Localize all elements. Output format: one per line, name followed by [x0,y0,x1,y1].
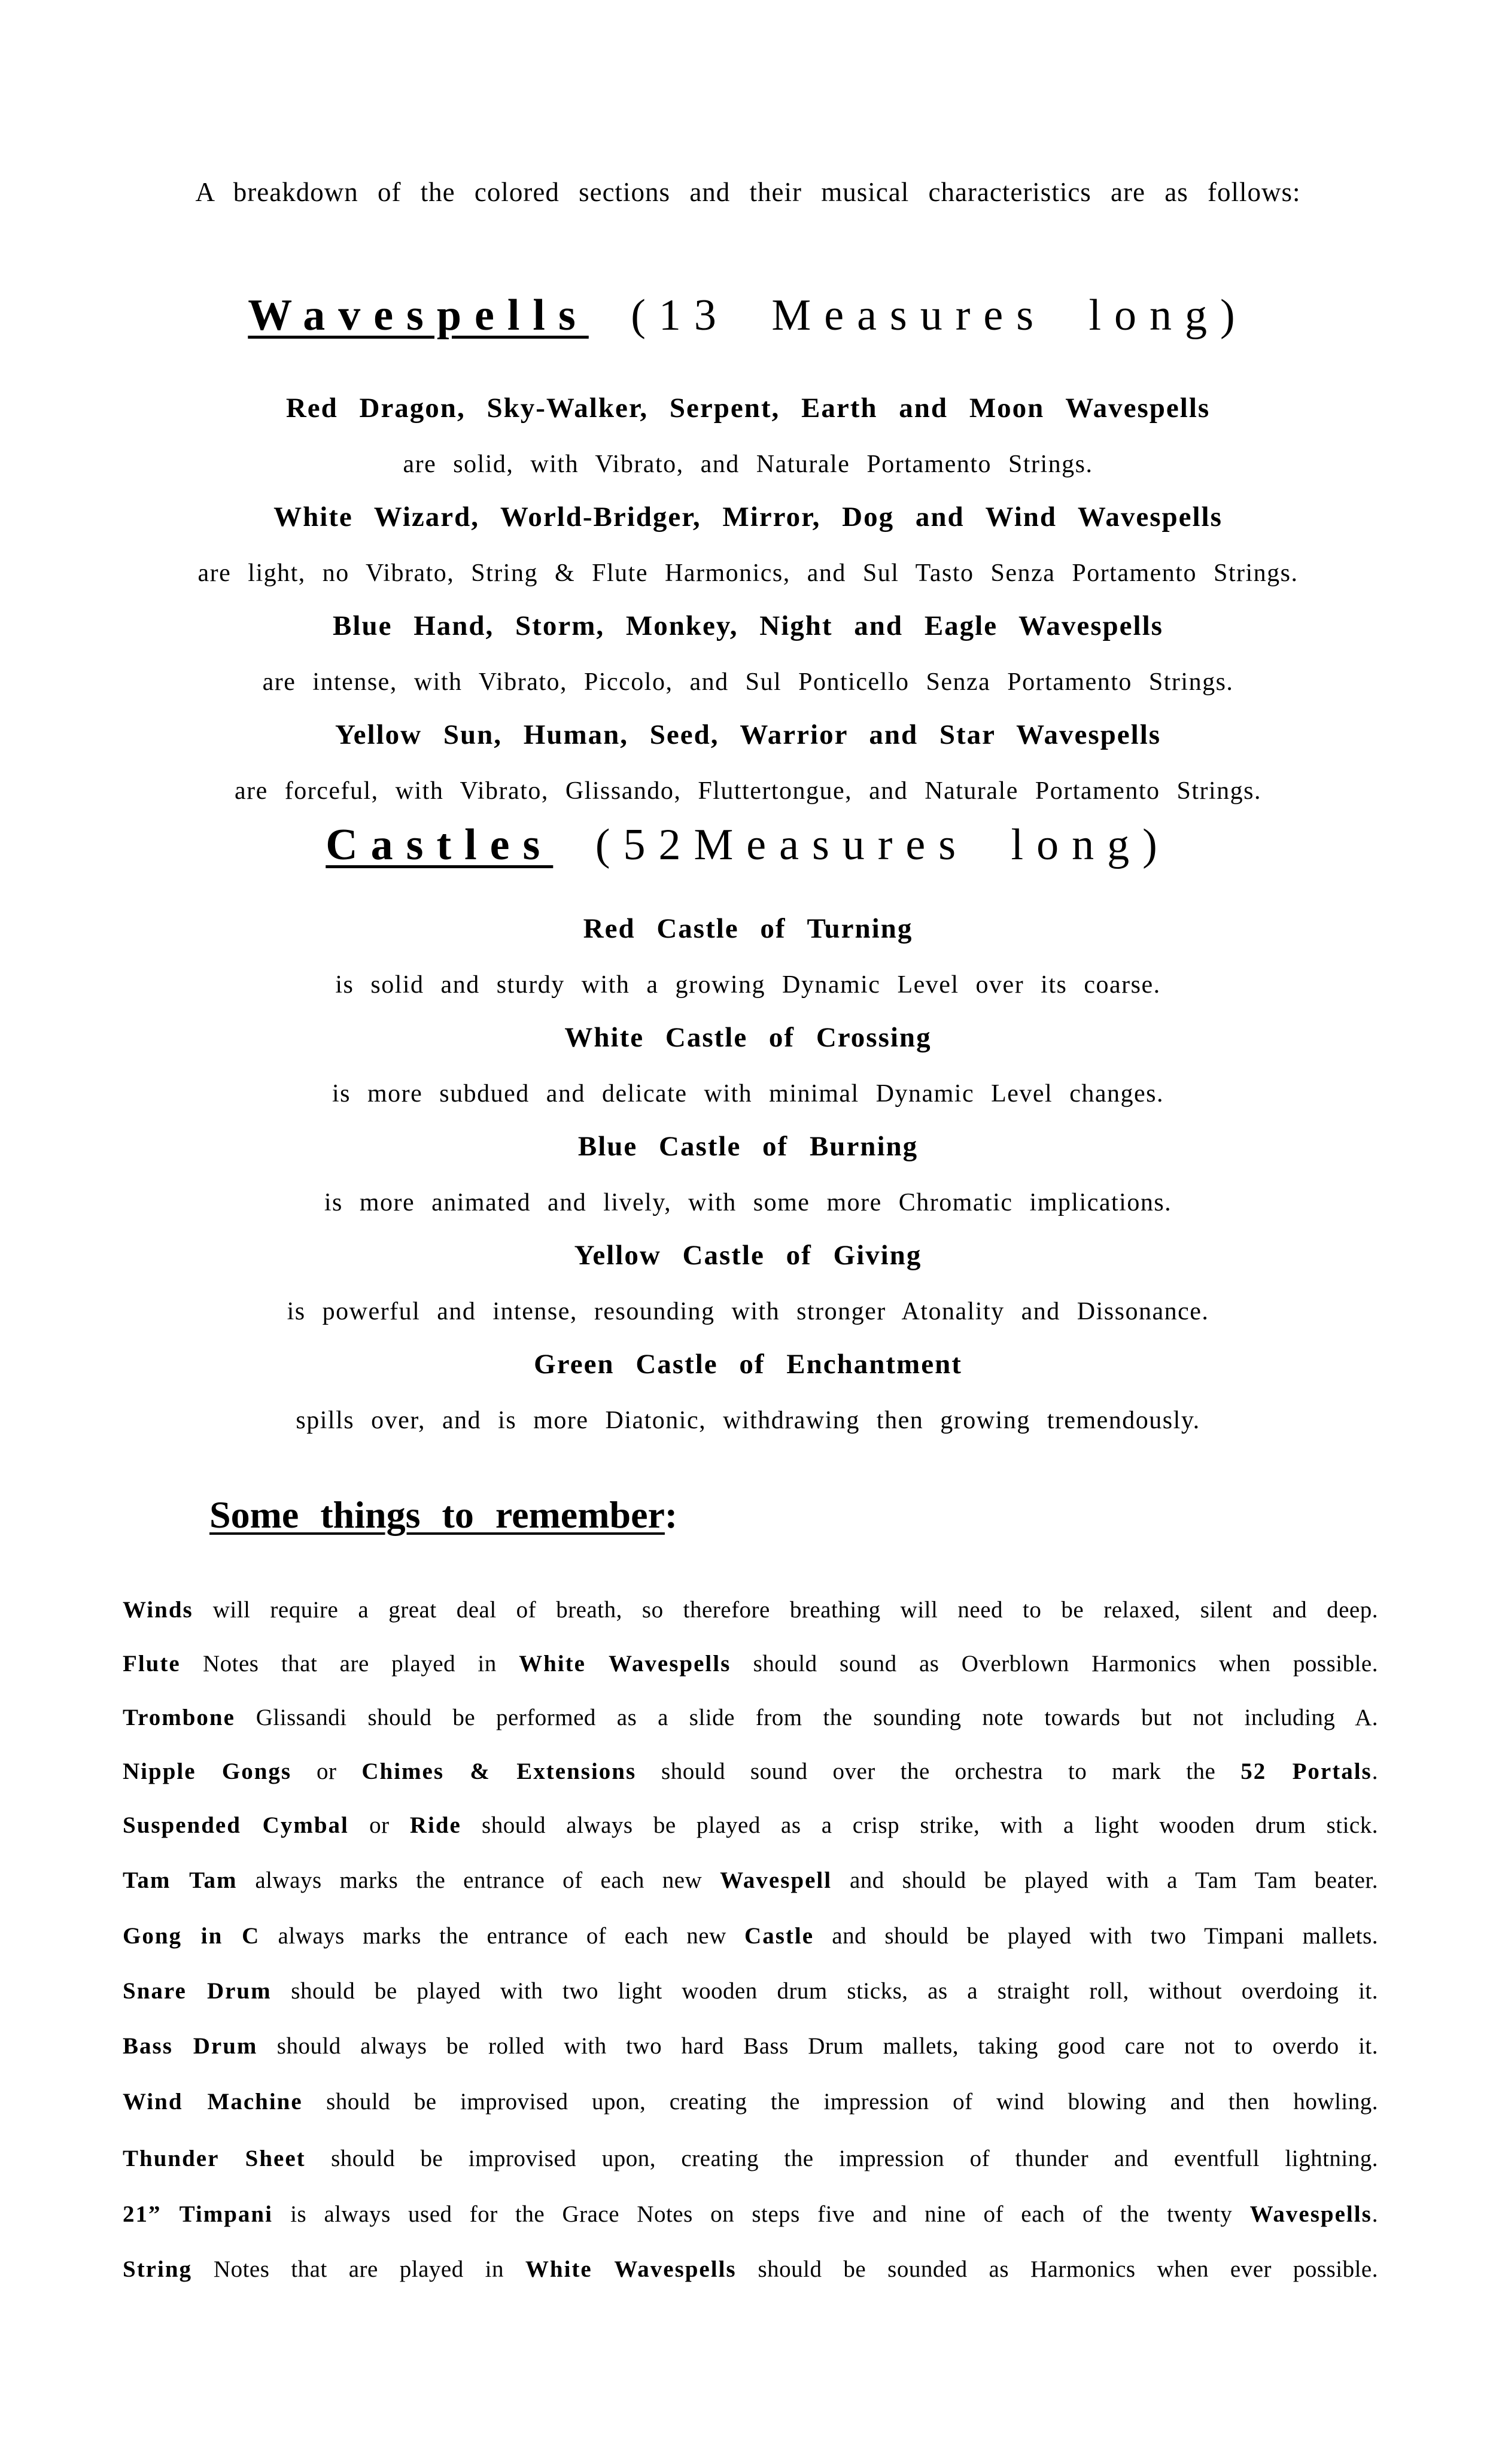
remember-heading-colon: : [664,1493,678,1536]
performance-note: Thunder Sheet should be improvised upon, creating the impression of thunder and eventfull lightning. [123,2146,1378,2171]
wavespells-title-name: Wavespells [248,291,589,340]
performance-note: 21” Timpani is always used for the Grace Notes on steps five and nine of each of the twenty Wavespells. [123,2201,1378,2227]
castle-description: is solid and sturdy with a growing Dynamic Level over its coarse. [335,971,1161,999]
wavespell-group-description: are light, no Vibrato, String & Flute Harmonics, and Sul Tasto Senza Portamento Strings. [197,559,1299,587]
castle-heading: Blue Castle of Burning [577,1131,919,1162]
castles-title [0,820,1496,871]
performance-note: Winds will require a great deal of breath, so therefore breathing will need to be relaxed, silent and deep. [123,1597,1378,1623]
castle-description: is more subdued and delicate with minimal Dynamic Level changes. [332,1080,1164,1108]
castle-description: spills over, and is more Diatonic, withdrawing then growing tremendously. [296,1407,1200,1434]
performance-note: Flute Notes that are played in White Wavespells should sound as Overblown Harmonics when possible. [123,1651,1378,1677]
castle-heading: Green Castle of Enchantment [534,1349,962,1380]
wavespell-group-heading: White Wizard, World-Bridger, Mirror, Dog and Wind Wavespells [273,501,1223,533]
performance-note: Gong in C always marks the entrance of each new Castle and should be played with two Timpani mallets. [123,1923,1378,1949]
wavespells-title-length: (13 Measures long) [631,291,1248,340]
wavespell-group-description: are forceful, with Vibrato, Glissando, Fluttertongue, and Naturale Portamento Strings. [234,777,1262,805]
wavespell-group-heading: Blue Hand, Storm, Monkey, Night and Eagle Wavespells [333,610,1163,641]
performance-note: Nipple Gongs or Chimes & Extensions should sound over the orchestra to mark the 52 Portals. [123,1759,1378,1784]
performance-note: String Notes that are played in White Wavespells should be sounded as Harmonics when ever possible. [123,2256,1378,2282]
performance-note: Trombone Glissandi should be performed as a slide from the sounding note towards but not including A. [123,1705,1378,1730]
castle-heading: Red Castle of Turning [583,913,913,944]
performance-note: Suspended Cymbal or Ride should always be played as a crisp strike, with a light wooden drum stick. [123,1812,1378,1838]
intro-text: A breakdown of the colored sections and their musical characteristics are as follows: [195,177,1301,207]
performance-note: Wind Machine should be improvised upon, creating the impression of wind blowing and then howling. [123,2089,1379,2115]
castle-description: is more animated and lively, with some more Chromatic implications. [324,1189,1172,1216]
castle-heading: Yellow Castle of Giving [574,1240,922,1271]
wavespell-group-heading: Yellow Sun, Human, Seed, Warrior and Star Wavespells [335,719,1161,750]
wavespells-title [0,290,1496,341]
wavespell-group-description: are solid, with Vibrato, and Naturale Portamento Strings. [403,451,1093,478]
castle-description: is powerful and intense, resounding with stronger Atonality and Dissonance. [287,1298,1209,1325]
remember-heading [209,1493,677,1537]
castle-heading: White Castle of Crossing [564,1022,932,1053]
castles-title-length: (52Measures long) [595,820,1170,869]
performance-note: Snare Drum should be played with two light wooden drum sticks, as a straight roll, without overdoing it. [123,1978,1378,2004]
remember-heading-text: Some things to remember [209,1493,665,1536]
castles-title-name: Castles [326,820,554,869]
wavespell-group-heading: Red Dragon, Sky-Walker, Serpent, Earth and Moon Wavespells [285,393,1211,424]
performance-note: Bass Drum should always be rolled with two hard Bass Drum mallets, taking good care not to overdo it. [123,2033,1378,2059]
wavespell-group-description: are intense, with Vibrato, Piccolo, and Sul Ponticello Senza Portamento Strings. [262,668,1234,696]
performance-note: Tam Tam always marks the entrance of each new Wavespell and should be played with a Tam Tam beater. [123,1867,1378,1893]
